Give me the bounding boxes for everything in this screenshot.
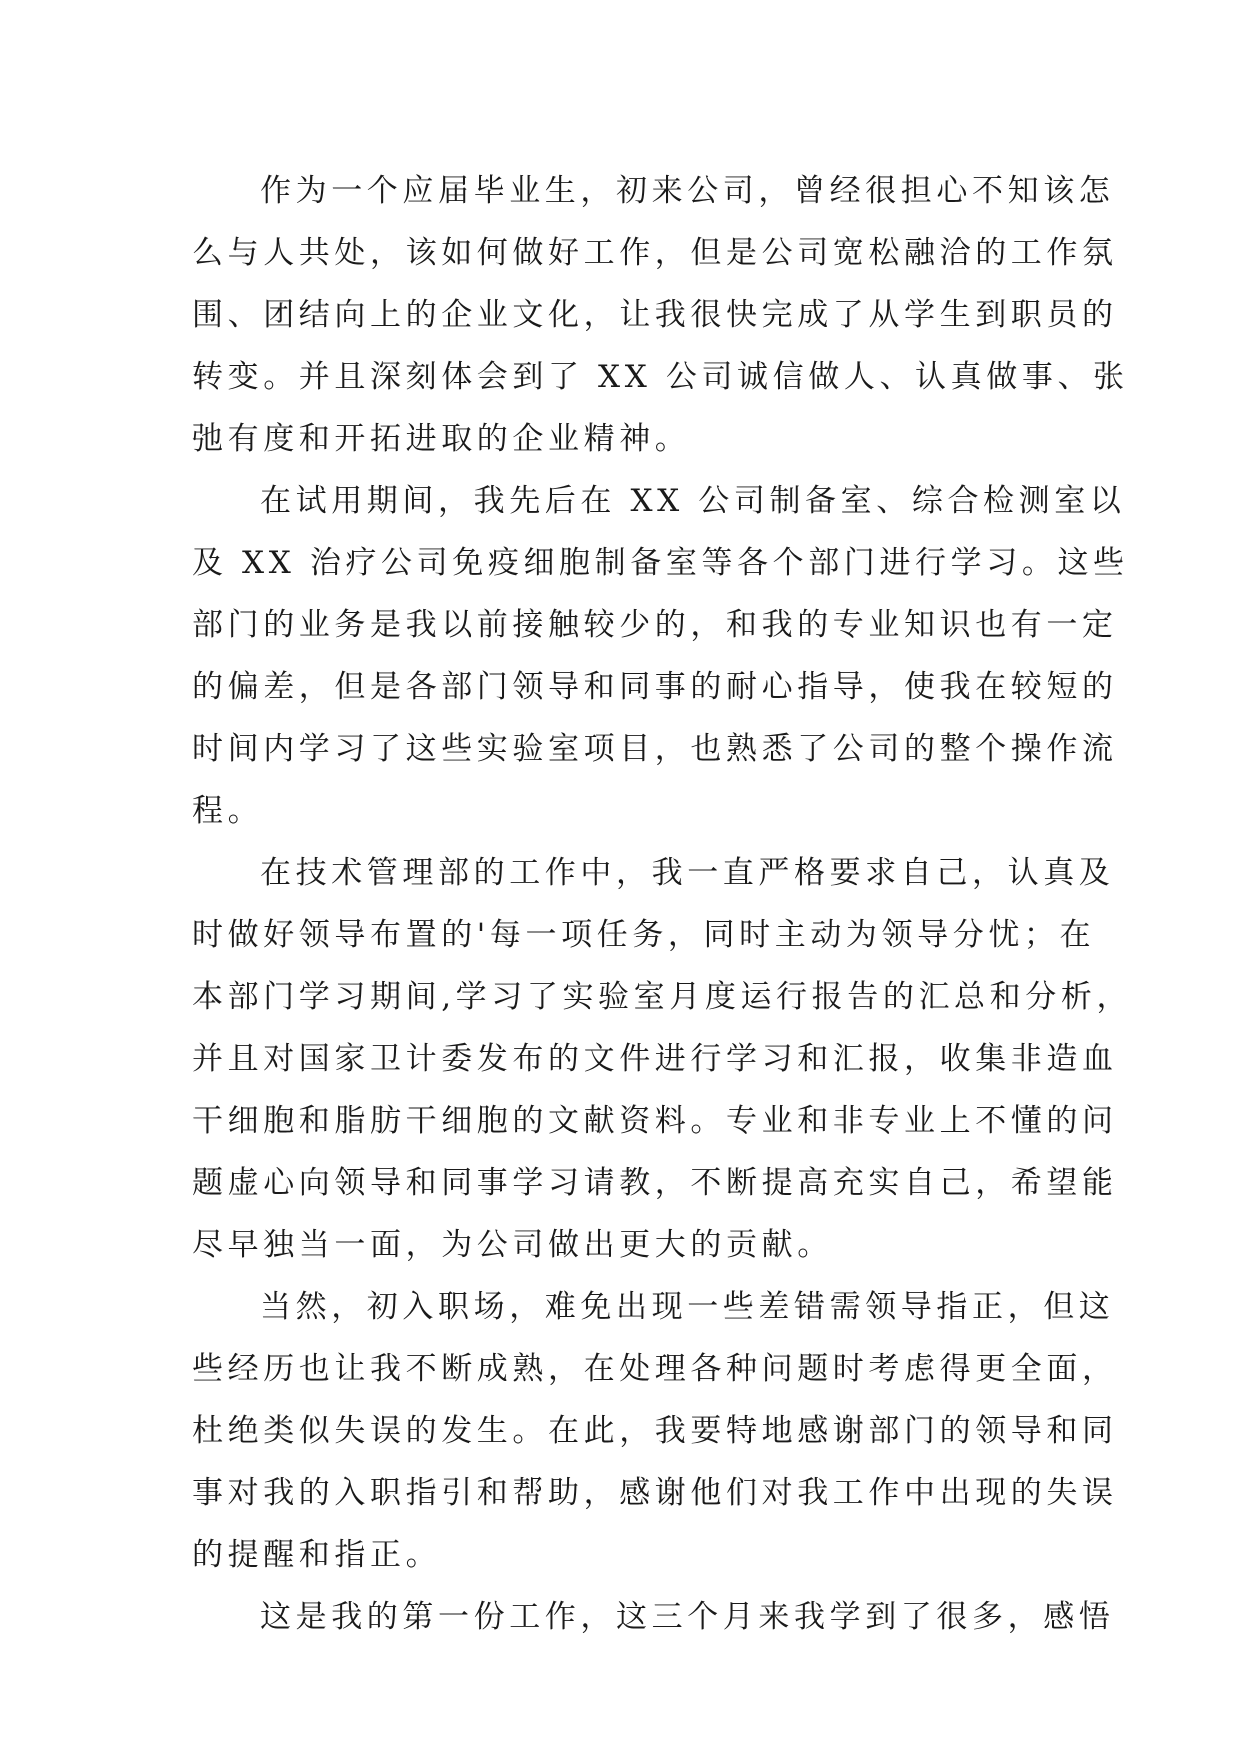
text-line: 本部门学习期间,学习了实验室月度运行报告的汇总和分析， <box>192 979 1133 1015</box>
text-line: 并且对国家卫计委发布的文件进行学习和汇报，收集非造血 <box>192 1041 1118 1077</box>
text-line: 杜绝类似失误的发生。在此，我要特地感谢部门的领导和同 <box>192 1413 1118 1449</box>
document-body <box>192 160 1133 1648</box>
text-line: 事对我的入职指引和帮助，感谢他们对我工作中出现的失误 <box>192 1475 1118 1511</box>
text-line: 题虚心向领导和同事学习请教，不断提高充实自己，希望能 <box>192 1165 1118 1201</box>
text-line: 作为一个应届毕业生，初来公司，曾经很担心不知该怎 <box>260 173 1115 209</box>
text-line: 在试用期间，我先后在 XX 公司制备室、综合检测室以 <box>260 483 1126 519</box>
text-line: 当然，初入职场，难免出现一些差错需领导指正，但这 <box>260 1289 1115 1325</box>
text-line: 弛有度和开拓进取的企业精神。 <box>192 421 691 457</box>
text-line: 转变。并且深刻体会到了 XX 公司诚信做人、认真做事、张 <box>192 359 1129 395</box>
text-line: 尽早独当一面，为公司做出更大的贡献。 <box>192 1227 833 1263</box>
paragraph <box>192 1276 1118 1586</box>
text-line: 时间内学习了这些实验室项目，也熟悉了公司的整个操作流 <box>192 731 1118 767</box>
text-line: 么与人共处，该如何做好工作，但是公司宽松融洽的工作氛 <box>192 235 1118 271</box>
text-line: 干细胞和脂肪干细胞的文献资料。专业和非专业上不懂的问 <box>192 1103 1118 1139</box>
text-line: 在技术管理部的工作中，我一直严格要求自己，认真及 <box>260 855 1115 891</box>
text-line: 这是我的第一份工作，这三个月来我学到了很多，感悟 <box>260 1599 1115 1635</box>
text-line: 的提醒和指正。 <box>192 1537 442 1573</box>
text-line: 及 XX 治疗公司免疫细胞制备室等各个部门进行学习。这些 <box>192 545 1129 581</box>
paragraph <box>192 470 1129 842</box>
paragraph <box>192 160 1129 470</box>
paragraph <box>192 842 1133 1276</box>
text-line: 部门的业务是我以前接触较少的，和我的专业知识也有一定 <box>192 607 1118 643</box>
paragraph <box>192 1586 1115 1648</box>
text-line: 围、团结向上的企业文化，让我很快完成了从学生到职员的 <box>192 297 1118 333</box>
text-line: 时做好领导布置的'每一项任务，同时主动为领导分忧；在 <box>192 917 1096 953</box>
text-line: 程。 <box>192 793 264 829</box>
text-line: 些经历也让我不断成熟，在处理各种问题时考虑得更全面， <box>192 1351 1118 1387</box>
text-line: 的偏差，但是各部门领导和同事的耐心指导，使我在较短的 <box>192 669 1118 705</box>
